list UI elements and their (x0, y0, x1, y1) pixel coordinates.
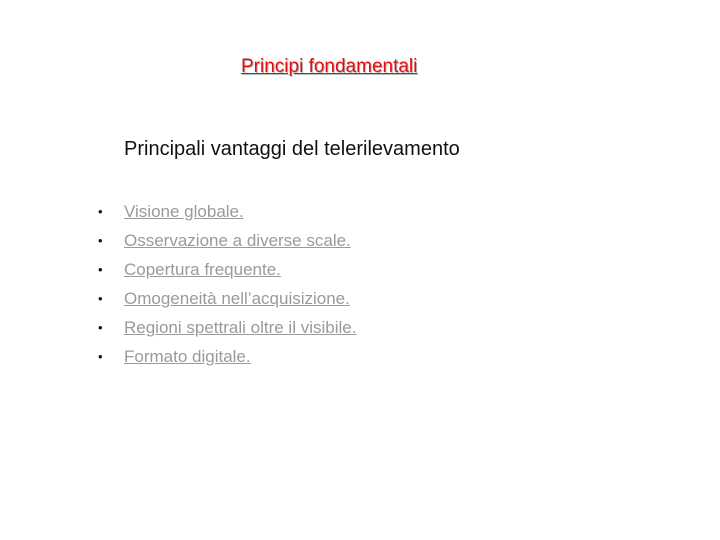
bullet-icon: • (98, 349, 103, 364)
list-item (98, 255, 356, 284)
list-item-link[interactable]: Omogeneità nell’acquisizione. (124, 289, 350, 308)
bullet-icon: • (98, 291, 103, 306)
list-item (98, 226, 356, 255)
list-item-link[interactable]: Formato digitale. (124, 347, 251, 366)
list-item (98, 197, 356, 226)
list-item (98, 313, 356, 342)
bullet-icon: • (98, 233, 103, 248)
bullet-icon: • (98, 320, 103, 335)
bullet-icon: • (98, 204, 103, 219)
list-item (98, 284, 356, 313)
list-item (98, 342, 356, 371)
list-item-link[interactable]: Regioni spettrali oltre il visibile. (124, 318, 357, 337)
slide-title[interactable]: Principi fondamentali (241, 56, 418, 77)
bullet-list (98, 197, 356, 371)
list-item-link[interactable]: Osservazione a diverse scale. (124, 231, 351, 250)
slide-subtitle: Principali vantaggi del telerilevamento (124, 138, 460, 160)
list-item-link[interactable]: Visione globale. (124, 202, 244, 221)
bullet-icon: • (98, 262, 103, 277)
list-item-link[interactable]: Copertura frequente. (124, 260, 281, 279)
